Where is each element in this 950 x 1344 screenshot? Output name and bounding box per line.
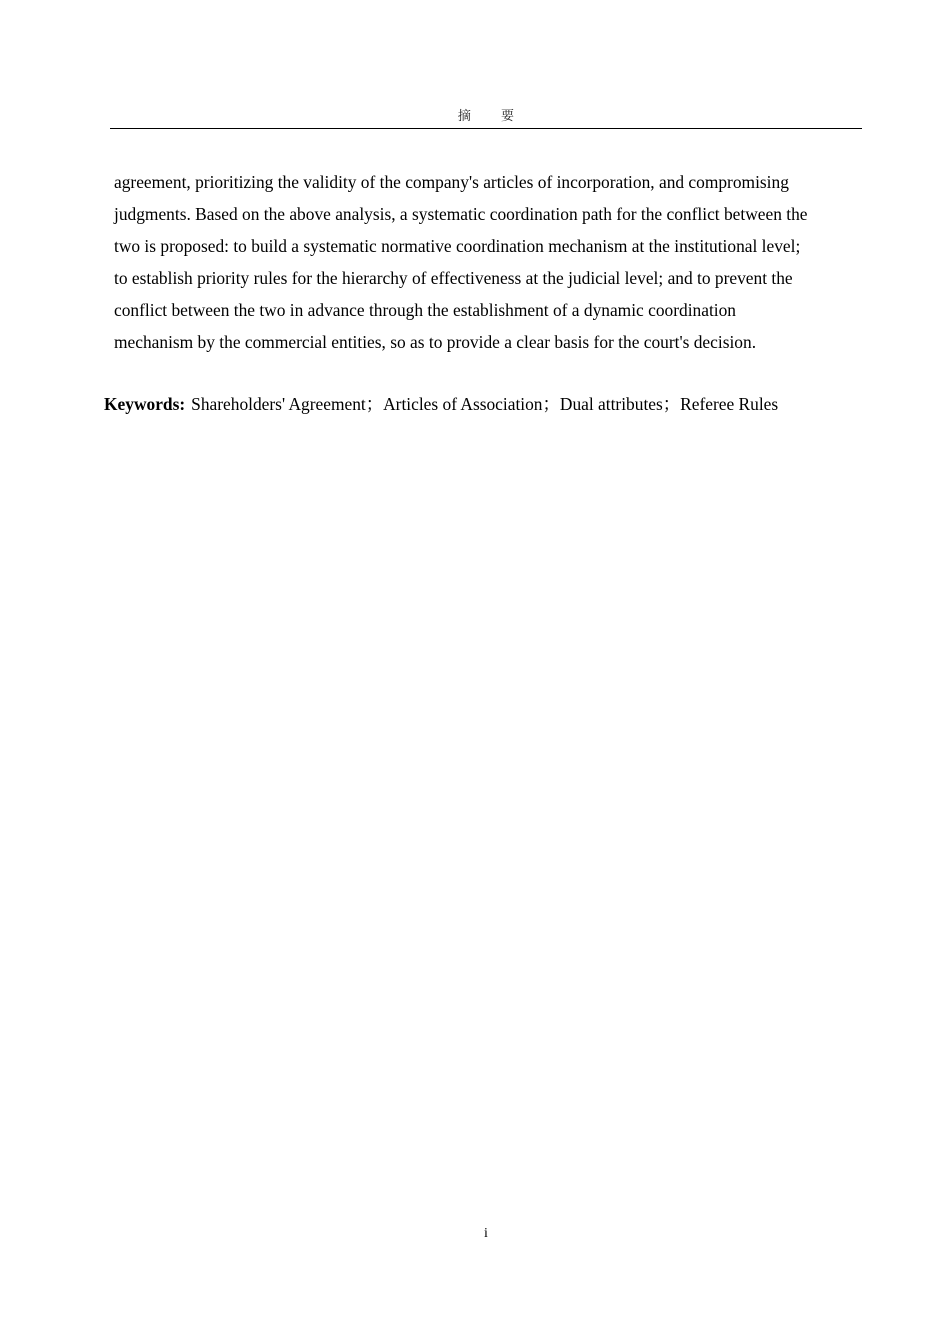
keywords-line [104,389,884,419]
abstract-line: to establish priority rules for the hierarchy of effectiveness at the judicial level; and to prevent the [114,268,793,288]
running-header: 摘 要 [457,109,528,124]
abstract-line: mechanism by the commercial entities, so as to provide a clear basis for the court's decision. [114,332,757,352]
header-rule [110,128,862,129]
abstract-line: judgments. Based on the above analysis, a systematic coordination path for the conflict between the [114,204,808,224]
abstract-body [114,166,884,358]
abstract-line: agreement, prioritizing the validity of the company's articles of incorporation, and compromising [114,172,789,192]
abstract-line: conflict between the two in advance through the establishment of a dynamic coordination [114,300,737,320]
keywords-label: Keywords: [104,394,186,414]
abstract-line: two is proposed: to build a systematic normative coordination mechanism at the institutional level; [114,236,801,256]
page-number: i [484,1226,488,1241]
keywords-text: Shareholders' Agreement；Articles of Association；Dual attributes；Referee Rules [191,394,779,414]
